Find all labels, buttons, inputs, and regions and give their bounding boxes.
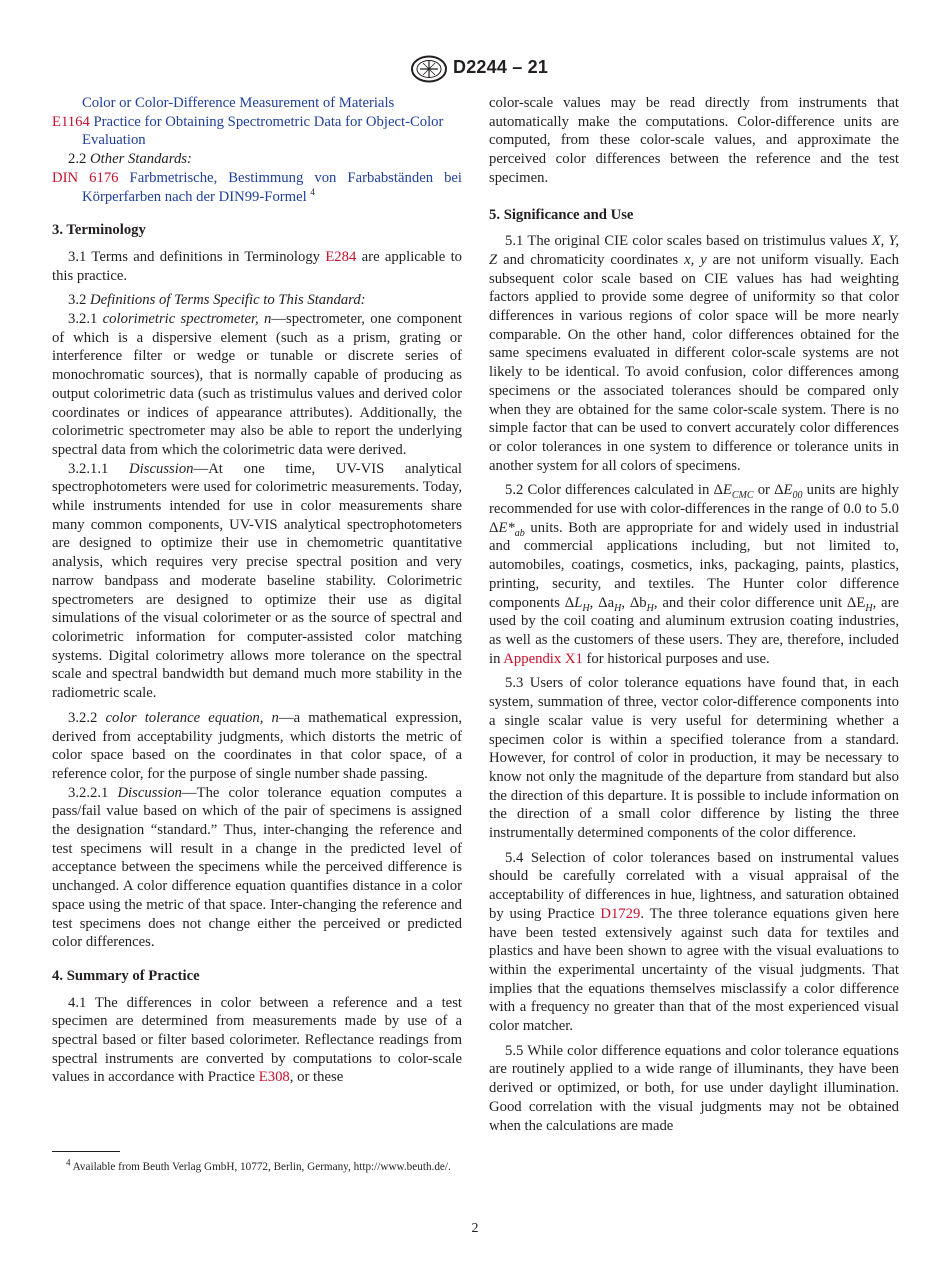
text: 5.4 Selection of color tolerances based on instrumental values should be carefully correlated with a visual appraisal of the acceptability of differences in hue, lightness, and saturation obtained by using Practice: [489, 849, 899, 922]
text: 5.1 The original CIE color scales based on tristimulus values: [505, 233, 872, 250]
text: 4.1 The differences in color between a reference and a test specimen are determined from measurements made by use of a spectral based or filter based colorimeter. Reflectance readings from spectral instruments are converted by computations to color-scale values in accordance with Practice: [52, 994, 462, 1086]
text: and chromaticity coordinates: [497, 251, 685, 268]
paragraph-3-2: [52, 291, 462, 310]
reference-title[interactable]: Farbmetrische, Bestimmung von Farbabständen bei Körperfarben nach der DIN99-Formel: [82, 169, 463, 205]
text: x, y: [684, 251, 707, 268]
astm-logo-icon: [410, 55, 448, 83]
text: E*: [498, 519, 515, 536]
paragraph-5-5: 5.5 While color difference equations and color tolerance equations are routinely applied to a wide range of illuminants, they have been derived or optimized, or both, for use under daylight illumination. Good correlation with the visual judgments may not be obtained when the calculations are made: [489, 1042, 899, 1134]
text: 3.2.1: [68, 311, 103, 328]
paragraph-5-3: 5.3 Users of color tolerance equations have found that, in each system, summation of three, vector color-difference components into a single scalar value is very useful for determining whether a specimen color is within a specified tolerance from a standard. However, for control of color in production, it may be necessary to know not only the magnitude of the departure from standard but also the direction of this departure. It is possible to include information on the direction of a small color difference by listing the three instrumentally determined components of the color difference.: [489, 675, 899, 842]
paragraph-4-1: [52, 994, 462, 1088]
subscript: H: [582, 602, 590, 614]
link-d1729[interactable]: D1729: [600, 905, 641, 922]
subscript: 00: [792, 490, 803, 502]
reference-code[interactable]: DIN 6176: [52, 169, 119, 186]
reference-code[interactable]: E1164: [52, 113, 90, 130]
text: 3.2: [68, 292, 91, 309]
paragraph-3-2-1-1: [52, 460, 462, 703]
text: , or these: [289, 1069, 344, 1086]
text: or Δ: [753, 482, 784, 499]
term: color tolerance equation, n: [105, 709, 279, 726]
text: 3.2.1.1: [68, 460, 130, 477]
text: Definitions of Terms Specific to This Standard:: [90, 292, 366, 309]
text: , and their color difference unit ΔE: [653, 594, 866, 611]
text: . The three tolerance equations given here have been tested extensively against such data for textiles and plastics and have been shown to agree with the visual evaluations to within the experimental uncertainty of the visual judgments. That implies that the equations themselves misclassify a color difference with a frequency no greater than that of the most experienced visual color matcher.: [489, 905, 899, 1035]
text: are not uniform visually. Each subsequent color scale based on CIE values has had weighting factors applied to provide some degree of uniformity so that color differences in various regions of color space will be more nearly comparable. On the other hand, color differences obtained for the same specimens evaluated in different color-scale systems are not likely to be identical. To avoid confusion, color differences among specimens or the associated tolerances should be compared only when they are obtained for the same color-scale system. There is no simple factor that can be used to convert accurately color differences or color tolerances in one system to difference or tolerance units in another system for all colors of specimens.: [489, 251, 899, 474]
text: units. Both are appropriate for and widely used in industrial and commercial applications including, but not limited to, automobiles, coatings, cosmetics, inks, packaging, paints, plastics, printing, security, and textiles. The Hunter color difference components Δ: [489, 519, 899, 611]
paragraph-4-1-continued: color-scale values may be read directly from instruments that automatically make the computations. Color-difference units are computed, from these color-scale values, and approximate the perceived color differences between the reference and the test specimen.: [489, 95, 899, 186]
text: E: [783, 482, 793, 499]
footnote-marker[interactable]: 4: [310, 186, 315, 197]
section-number: 2.2: [68, 151, 87, 168]
link-appendix-x1[interactable]: Appendix X1: [503, 650, 583, 667]
heading-terminology: 3. Terminology: [52, 222, 146, 239]
term: colorimetric spectrometer, n: [102, 311, 272, 328]
subscript: H: [614, 602, 622, 614]
text: 3.2.2: [68, 709, 106, 726]
left-column: [52, 94, 462, 1087]
right-column: [489, 94, 899, 1135]
paragraph-5-2: [489, 481, 899, 668]
paragraph-3-2-1: [52, 310, 462, 460]
reference-e1164[interactable]: [52, 113, 462, 150]
term: Discussion: [129, 460, 194, 477]
section-2-2: [52, 150, 462, 169]
subscript: ab: [514, 527, 525, 539]
text: are applicable to this practice.: [52, 248, 462, 284]
paragraph-5-1: [489, 232, 899, 475]
text: 3.2.2.1: [68, 784, 118, 801]
text: , Δa: [589, 594, 615, 611]
link-e284[interactable]: E284: [325, 248, 357, 265]
text: E: [722, 482, 732, 499]
text: —At one time, UV-VIS analytical spectrophotometers were used for colorimetric measurements. Today, while instruments intended for use in color measurements share many common components, UV-VIS analytical spectrophotometers are designed to optimize their use in chemometric quantitative analysis, which requires very precise spectral position and very narrow bandpass and moderate baseline stability. Colorimetric spectrometers are designed to optimize their use as digital simulations of the visual colorimeter or as the source of spectral and colorimetric information for computer-assisted color matching systems. Digital colorimetry allows more tolerance on the spectral scale and spectral bandwidth but demand much more stability in the radiometric scale.: [52, 460, 462, 702]
footnote-mark: 4: [66, 1157, 71, 1168]
text: —a mathematical expression, derived from acceptability judgments, which distorts the metric of color space based on the coordinates in that color space, of a reference color, for the purpose of single number shade passing.: [52, 709, 463, 782]
link-e308[interactable]: E308: [258, 1069, 290, 1086]
text: —spectrometer, one component of which is a dispersive element (such as a prism, grating or interference filter or wedge or tunable or discrete series of monochromatic sources), that is normally capable of producing as output colorimetric data (such as tristimulus values and derived color coordinates or indices of appearance attributes). Additionally, the colorimetric spectrometer may also be able to report the underlying spectral data from which the colorimetric data were derived.: [52, 311, 462, 458]
reference-din-6176[interactable]: [52, 169, 462, 206]
section-title: Other Standards:: [90, 151, 192, 168]
subscript: H: [646, 602, 654, 614]
text: —The color tolerance equation computes a pass/fail value based on which of the pair of specimens is assigned the designation “standard.” Thus, inter-changing the reference and test specimens will result in a change in the predicted level of acceptance between the specimens while the perceived difference is unchanged. A color difference equation quantifies distance in a color space using the metric of that space. Inter-changing the reference and test specimens does not change either the perceived or predicted color differences.: [52, 784, 463, 951]
reference-e1164-continued[interactable]: Color or Color-Difference Measurement of Materials: [82, 95, 395, 111]
text: 3.1 Terms and definitions in Terminology: [68, 248, 326, 265]
term: Discussion: [117, 784, 182, 801]
paragraph-5-4: [489, 849, 899, 1036]
page-number: 2: [471, 1221, 479, 1236]
text: L: [574, 594, 583, 611]
subscript: CMC: [731, 490, 754, 502]
paragraph-3-1: [52, 248, 462, 285]
paragraph-3-2-2-1: [52, 784, 462, 952]
text: 5.2 Color differences calculated in Δ: [505, 482, 723, 499]
page-header: [0, 55, 950, 85]
document-designation: D2244 – 21: [453, 57, 549, 77]
paragraph-3-2-2: [52, 709, 462, 784]
footnote-text: Available from Beuth Verlag GmbH, 10772, Berlin, Germany, http://www.beuth.de/.: [70, 1161, 451, 1173]
footnote-4: [52, 1157, 462, 1175]
subscript: H: [865, 602, 873, 614]
text: X, Y, Z: [489, 233, 899, 268]
text: , are used by the coil coating and aluminum extrusion coating industries, as well as the customers of these users. They are, therefore, included in: [489, 594, 899, 667]
footnote-divider: [52, 1151, 120, 1152]
text: , Δb: [621, 594, 647, 611]
heading-significance-and-use: 5. Significance and Use: [489, 206, 634, 223]
text: units are highly recommended for use with color-differences in the range of 0.0 to 5.0 Δ: [489, 482, 899, 536]
heading-summary-of-practice: 4. Summary of Practice: [52, 967, 200, 984]
reference-title[interactable]: Practice for Obtaining Spectrometric Data for Object-Color Evaluation: [82, 113, 444, 149]
text: for historical purposes and use.: [582, 650, 770, 667]
